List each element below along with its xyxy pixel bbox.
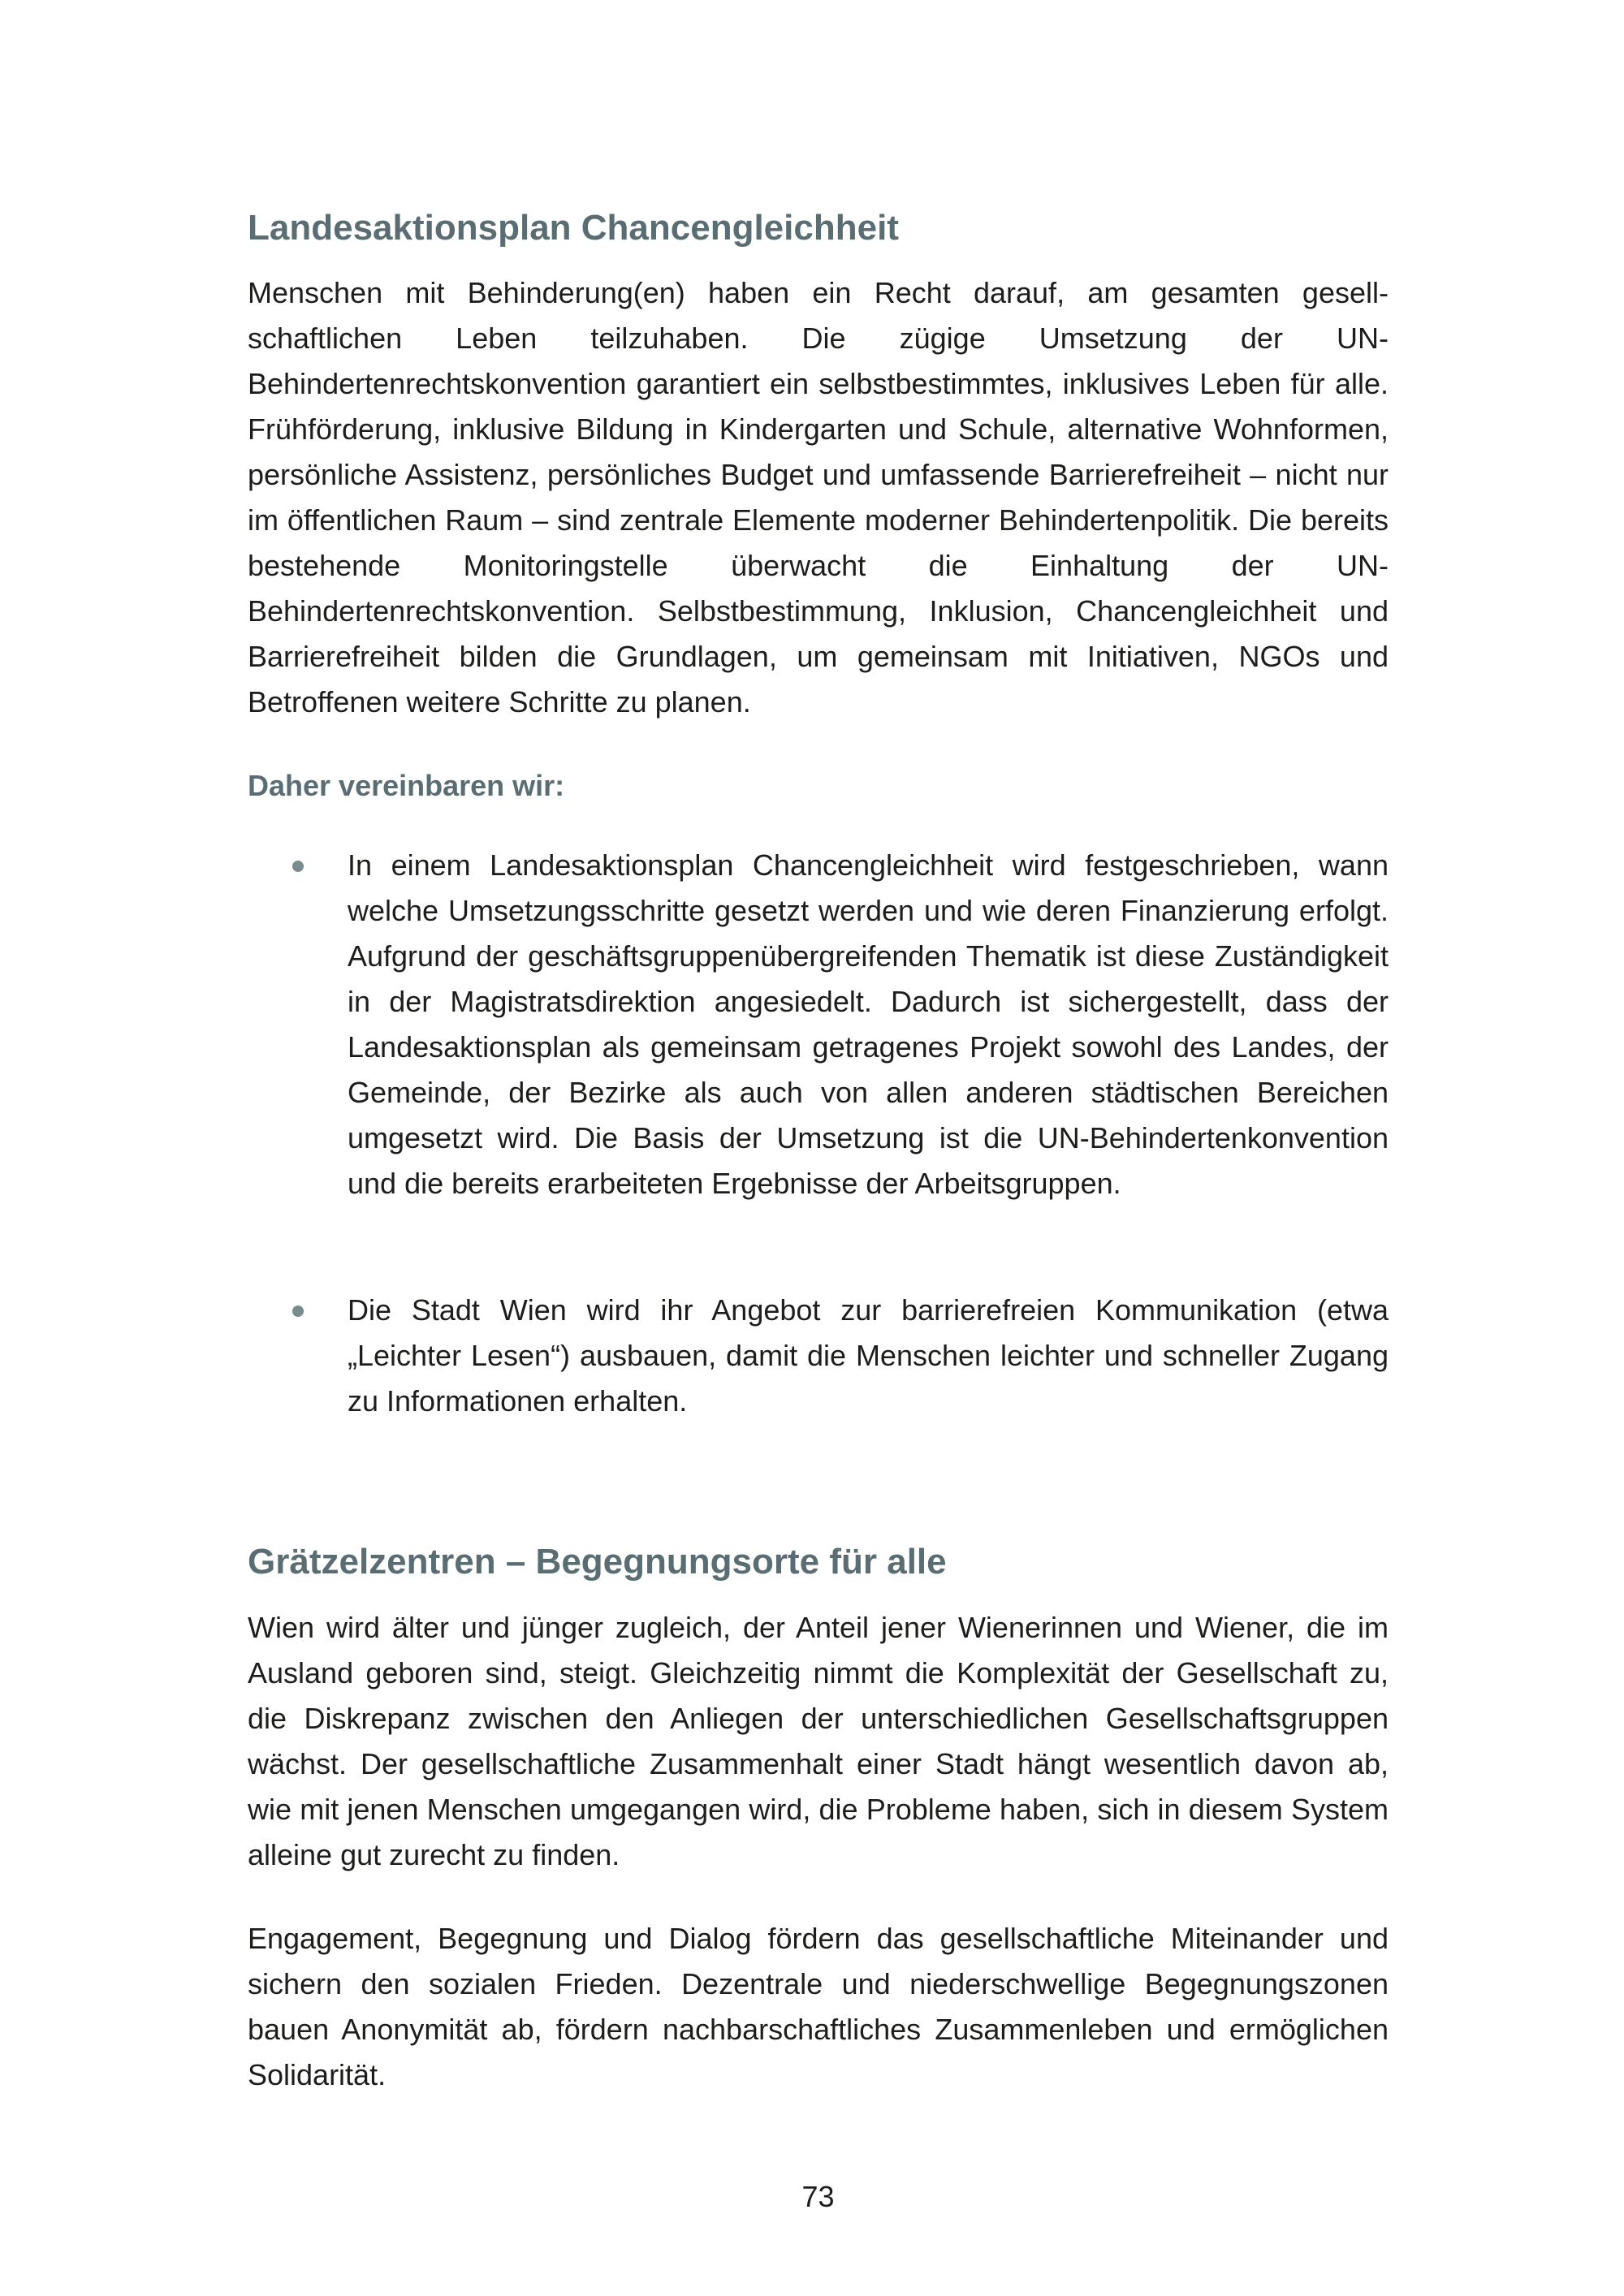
section-heading-landesaktionsplan: Landesaktionsplan Chancengleichheit <box>248 208 899 248</box>
bullet-text: Die Stadt Wien wird ihr Angebot zur barrierefreien Kommunikation (etwa „Leichter Lesen“) ausbauen, damit die Menschen leichter und schneller Zugang zu Informationen erhalten. <box>348 1293 1389 1418</box>
bullet-icon <box>292 861 304 872</box>
section1-paragraph: Menschen mit Behinderung(en) haben ein Recht darauf, am gesamten gesellschaftlichen Leben teilzuhaben. Die zügige Umsetzung der UN-Behindertenrechtskonvention garantiert ein selbstbestimmtes, inklusives Leben für alle. Frühförderung, inklusive Bildung in Kindergarten und Schule, alternative Wohnformen, persönliche Assistenz, persönliches Budget und umfassende Barrierefreiheit – nicht nur im öffentlichen Raum – sind zentrale Elemente moderner Behindertenpolitik. Die bereits bestehende Monitoringstelle überwacht die Einhaltung der UN-Behindertenrechtskonvention. Selbstbestimmung, Inklusion, Chancengleichheit und Barrierefreiheit bilden die Grundlagen, um gemeinsam mit Initiativen, NGOs und Betroffenen weitere Schritte zu planen. <box>248 276 1389 719</box>
page-number: 73 <box>801 2180 835 2213</box>
document-page <box>248 0 1389 2296</box>
section-heading-graetzelzentren: Grätzelzentren – Begegnungsorte für alle <box>248 1542 947 1582</box>
bullet-icon <box>292 1306 304 1317</box>
section2-paragraph-2: Engagement, Begegnung und Dialog fördern das gesellschaftliche Miteinander und sichern den sozialen Frieden. Dezentrale und niederschwellige Begegnungszonen bauen Anonymität ab, fördern nachbarschaftliches Zusammenleben und ermöglichen Solidarität. <box>248 1922 1389 2091</box>
subheading-daher-vereinbaren: Daher vereinbaren wir: <box>248 769 565 802</box>
section2-paragraph-1: Wien wird älter und jünger zugleich, der Anteil jener Wienerinnen und Wiener, die im Ausland geboren sind, steigt. Gleichzeitig nimmt die Komplexität der Gesellschaft zu, die Diskrepanz zwischen den Anliegen der unterschiedlichen Gesellschaftsgruppen wächst. Der gesellschaftliche Zusammenhalt einer Stadt hängt wesentlich davon ab, wie mit jenen Menschen umgegangen wird, die Probleme haben, sich in diesem System alleine gut zurecht zu finden. <box>248 1611 1389 1871</box>
bullet-text: In einem Landesaktionsplan Chancengleichheit wird festgeschrieben, wann welche Umsetzungsschritte gesetzt werden und wie deren Finanzierung erfolgt. Aufgrund der geschäftsgruppenübergreifenden Thematik ist diese Zuständigkeit in der Magistratsdirektion angesiedelt. Dadurch ist sichergestellt, dass der Landesaktionsplan als gemeinsam getragenes Projekt sowohl des Landes, der Gemeinde, der Bezirke als auch von allen anderen städtischen Bereichen umgesetzt wird. Die Basis der Umsetzung ist die UN-Behindertenkonvention und die bereits erarbeiteten Ergebnisse der Arbeitsgruppen. <box>348 848 1389 1200</box>
